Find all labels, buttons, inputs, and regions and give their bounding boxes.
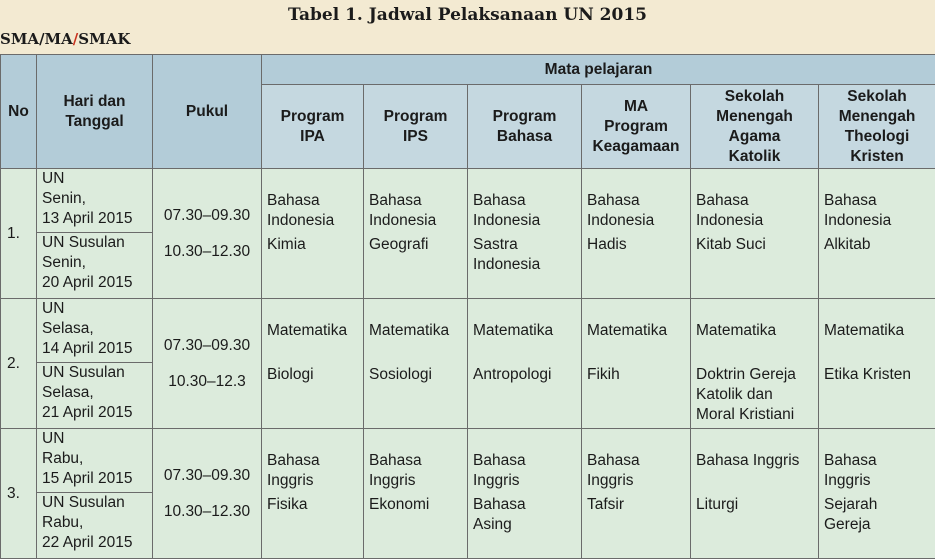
subject-cell <box>468 429 582 559</box>
date-susulan: UN Susulan Senin, 20 April 2015 <box>37 232 152 293</box>
subject-session-2: Biologi <box>267 365 363 385</box>
subject-cell <box>582 429 691 559</box>
subject-session-2: Antropologi <box>473 365 581 385</box>
subject-session-2: Etika Kristen <box>824 365 935 385</box>
row-number: 2. <box>1 299 37 429</box>
table-title: Tabel 1. Jadwal Pelaksanaan UN 2015 <box>0 5 935 25</box>
subject-cell <box>691 169 819 299</box>
header-program-5: Sekolah Menengah Theologi Kristen <box>819 85 935 169</box>
header-program-2: Program Bahasa <box>468 85 582 169</box>
header-hari-tanggal: Hari dan Tanggal <box>37 55 153 169</box>
subject-cell <box>262 429 364 559</box>
time-session-1: 07.30–09.30 <box>153 336 261 356</box>
header-mata-pelajaran: Mata pelajaran <box>262 55 935 85</box>
subject-session-2: Fisika <box>267 495 363 515</box>
subject-cell <box>262 169 364 299</box>
header-program-4: Sekolah Menengah Agama Katolik <box>691 85 819 169</box>
subject-session-2: Bahasa Asing <box>473 495 581 535</box>
subject-session-2: Kimia <box>267 235 363 255</box>
subject-cell <box>364 299 468 429</box>
subject-session-1: Bahasa Indonesia <box>824 191 935 231</box>
subject-session-1: Bahasa Indonesia <box>267 191 363 231</box>
date-susulan: UN Susulan Selasa, 21 April 2015 <box>37 362 152 423</box>
subject-session-1: Bahasa Inggris <box>473 451 581 491</box>
schedule-body <box>1 169 935 559</box>
date-un: UN Selasa, 14 April 2015 <box>42 299 152 359</box>
table-row <box>1 169 935 299</box>
subject-session-2: Kitab Suci <box>696 235 818 255</box>
subject-session-1: Matematika <box>369 321 467 361</box>
time-session-2: 10.30–12.30 <box>153 242 261 262</box>
subject-session-1: Bahasa Indonesia <box>587 191 690 231</box>
subject-session-1: Matematika <box>473 321 581 361</box>
subject-session-1: Matematika <box>824 321 935 361</box>
subject-session-2: Fikih <box>587 365 690 385</box>
subject-session-2: Liturgi <box>696 495 818 515</box>
subject-session-1: Matematika <box>696 321 818 361</box>
subject-cell <box>819 299 935 429</box>
header-program-1: Program IPS <box>364 85 468 169</box>
time-session-1: 07.30–09.30 <box>153 206 261 226</box>
row-times <box>153 299 262 429</box>
subject-cell <box>582 169 691 299</box>
subject-session-2: Sejarah Gereja <box>824 495 935 535</box>
subject-session-2: Alkitab <box>824 235 935 255</box>
subject-cell <box>691 299 819 429</box>
date-un: UN Rabu, 15 April 2015 <box>42 429 152 489</box>
subject-cell <box>819 169 935 299</box>
table-row <box>1 299 935 429</box>
subject-cell <box>691 429 819 559</box>
subject-cell <box>364 429 468 559</box>
row-dates <box>37 429 153 559</box>
subtitle-smak: SMAK <box>78 30 130 48</box>
subject-session-1: Matematika <box>587 321 690 361</box>
subject-session-1: Bahasa Indonesia <box>473 191 581 231</box>
row-dates <box>37 169 153 299</box>
subject-session-1: Matematika <box>267 321 363 361</box>
row-times <box>153 169 262 299</box>
subject-cell <box>262 299 364 429</box>
header-no: No <box>1 55 37 169</box>
row-dates <box>37 299 153 429</box>
subject-cell <box>819 429 935 559</box>
subject-session-1: Bahasa Inggris <box>587 451 690 491</box>
subject-session-2: Doktrin Gereja Katolik dan Moral Kristiani <box>696 365 818 425</box>
subject-session-2: Ekonomi <box>369 495 467 515</box>
row-number: 3. <box>1 429 37 559</box>
subject-session-1: Bahasa Inggris <box>369 451 467 491</box>
table-row <box>1 429 935 559</box>
subject-session-2: Hadis <box>587 235 690 255</box>
subject-session-2: Geografi <box>369 235 467 255</box>
subject-session-2: Sastra Indonesia <box>473 235 581 275</box>
subject-session-1: Bahasa Inggris <box>267 451 363 491</box>
time-session-1: 07.30–09.30 <box>153 466 261 486</box>
subtitle-slash: / <box>73 30 78 48</box>
schedule-table <box>0 54 935 559</box>
table-subtitle <box>0 30 130 48</box>
row-times <box>153 429 262 559</box>
time-session-2: 10.30–12.30 <box>153 502 261 522</box>
subject-session-2: Tafsir <box>587 495 690 515</box>
header-program-3: MA Program Keagamaan <box>582 85 691 169</box>
date-susulan: UN Susulan Rabu, 22 April 2015 <box>37 492 152 553</box>
subject-session-1: Bahasa Inggris <box>696 451 818 491</box>
subject-cell <box>468 169 582 299</box>
subject-cell <box>582 299 691 429</box>
subject-session-1: Bahasa Indonesia <box>369 191 467 231</box>
time-session-2: 10.30–12.3 <box>153 372 261 392</box>
date-un: UN Senin, 13 April 2015 <box>42 169 152 229</box>
subject-session-1: Bahasa Indonesia <box>696 191 818 231</box>
header-program-0: Program IPA <box>262 85 364 169</box>
subject-cell <box>468 299 582 429</box>
subject-session-1: Bahasa Inggris <box>824 451 935 491</box>
subject-session-2: Sosiologi <box>369 365 467 385</box>
row-number: 1. <box>1 169 37 299</box>
subject-cell <box>364 169 468 299</box>
subtitle-sma-ma: SMA/MA <box>0 30 73 48</box>
header-pukul: Pukul <box>153 55 262 169</box>
